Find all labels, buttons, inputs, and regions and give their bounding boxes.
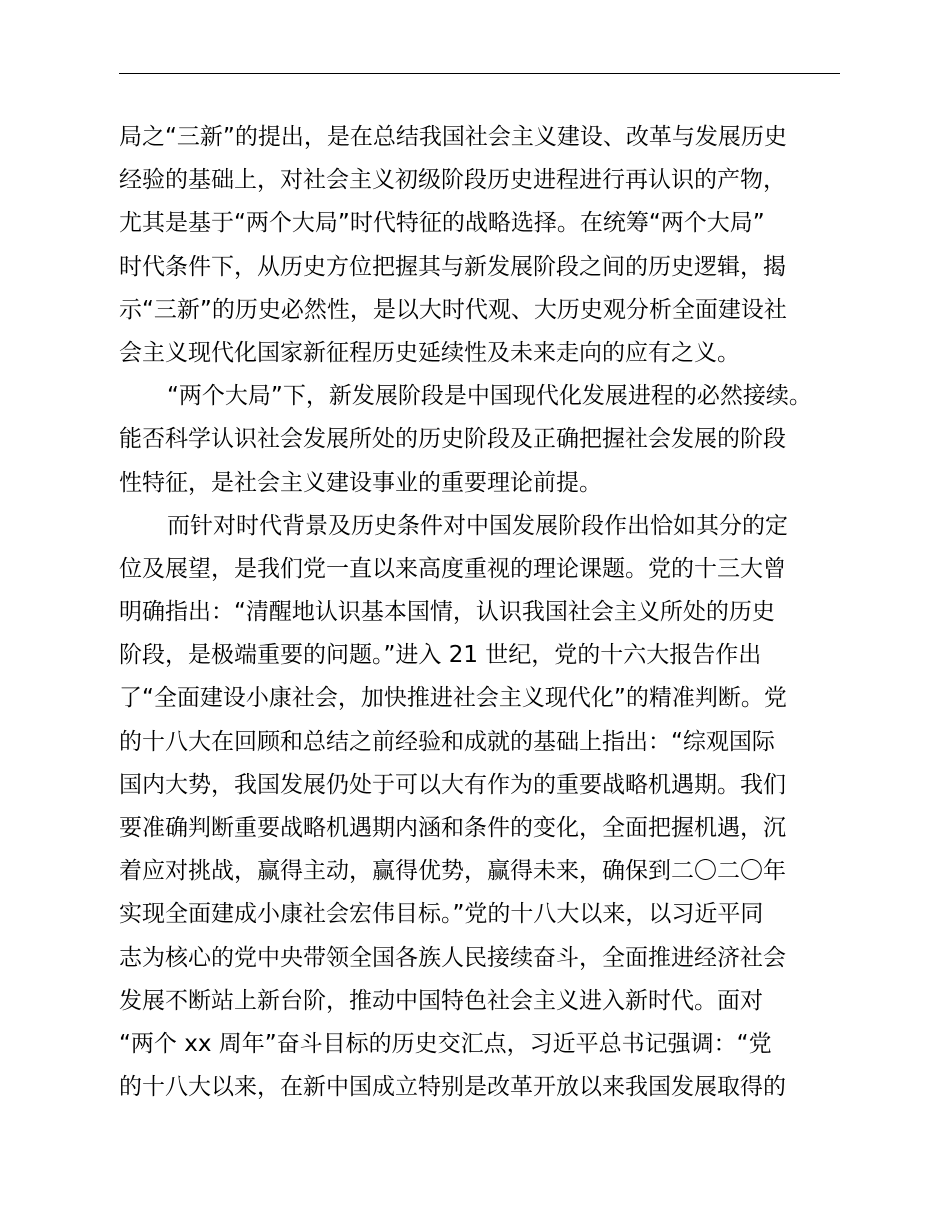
text-line: 阶段，是极端重要的问题。”进入 21 世纪，党的十六大报告作出 bbox=[119, 642, 762, 669]
text-line: 位及展望，是我们党一直以来高度重视的理论课题。党的十三大曾 bbox=[119, 555, 786, 582]
text-line: 要准确判断重要战略机遇期内涵和条件的变化，全面把握机遇，沉 bbox=[119, 815, 786, 841]
text-line: 局之“三新”的提出，是在总结我国社会主义建设、改革与发展历史 bbox=[119, 124, 787, 150]
paragraph-3 bbox=[119, 505, 840, 1110]
text-line: 了“全面建设小康社会，加快推进社会主义现代化”的精准判断。党 bbox=[119, 685, 787, 712]
header-rule bbox=[119, 73, 840, 74]
text-line: 实现全面建成小康社会宏伟目标。”党的十八大以来，以习近平同 bbox=[119, 901, 764, 928]
text-line: 发展不断站上新台阶，推动中国特色社会主义进入新时代。面对 bbox=[119, 987, 763, 1014]
text-line: 时代条件下，从历史方位把握其与新发展阶段之间的历史逻辑，揭 bbox=[119, 253, 786, 280]
text-line: “两个 xx 周年”奋斗目标的历史交汇点，习近平总书记强调：“党 bbox=[119, 1030, 772, 1057]
text-line: 经验的基础上，对社会主义初级阶段历史进程进行再认识的产物， bbox=[119, 167, 786, 194]
text-line: 尤其是基于“两个大局”时代特征的战略选择。在统筹“两个大局” bbox=[119, 210, 765, 237]
text-line: 明确指出：“清醒地认识基本国情，认识我国社会主义所处的历史 bbox=[119, 599, 775, 626]
text-line: 国内大势，我国发展仍处于可以大有作为的重要战略机遇期。我们 bbox=[119, 771, 786, 798]
text-line: 的十八大在回顾和总结之前经验和成就的基础上指出：“综观国际 bbox=[119, 728, 775, 755]
paragraph-1 bbox=[119, 116, 840, 375]
text-line: 志为核心的党中央带领全国各族人民接续奋斗，全面推进经济社会 bbox=[119, 944, 786, 971]
text-line: 的十八大以来，在新中国成立特别是改革开放以来我国发展取得的 bbox=[119, 1074, 786, 1101]
text-line: 能否科学认识社会发展所处的历史阶段及正确把握社会发展的阶段 bbox=[119, 426, 786, 453]
text-line-indented: 而针对时代背景及历史条件对中国发展阶段作出恰如其分的定 bbox=[167, 512, 788, 539]
paragraph-2 bbox=[119, 375, 840, 505]
text-line: 着应对挑战，赢得主动，赢得优势，赢得未来，确保到二〇二〇年 bbox=[119, 858, 786, 885]
text-line: 会主义现代化国家新征程历史延续性及未来走向的应有之义。 bbox=[119, 339, 740, 366]
text-line: 示“三新”的历史必然性，是以大时代观、大历史观分析全面建设社 bbox=[119, 296, 787, 323]
document-body bbox=[119, 116, 840, 1109]
text-line: 性特征，是社会主义建设事业的重要理论前提。 bbox=[119, 469, 602, 496]
text-line-indented: “两个大局”下，新发展阶段是中国现代化发展进程的必然接续。 bbox=[167, 383, 812, 410]
